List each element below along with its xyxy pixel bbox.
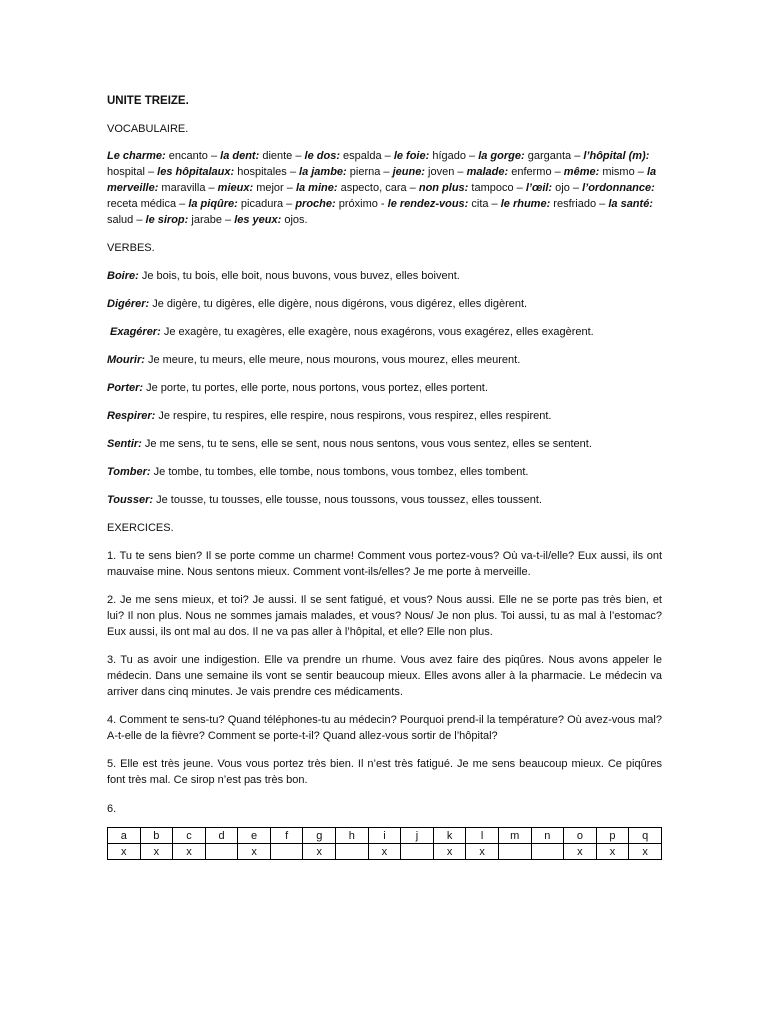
verb-name: Boire:	[107, 270, 139, 282]
mark-cell: x	[433, 844, 466, 860]
vocab-term: la jambe:	[299, 166, 347, 178]
verbs-heading: VERBES.	[107, 242, 155, 254]
vocab-definition: ojos.	[281, 214, 308, 226]
vocab-paragraph	[107, 148, 662, 228]
vocab-definition: mismo –	[599, 166, 647, 178]
verb-name: Porter:	[107, 382, 144, 394]
mark-cell: x	[140, 844, 173, 860]
letter-cell: h	[336, 828, 369, 844]
vocab-term: les hôpitalaux:	[157, 166, 235, 178]
letter-cell: o	[564, 828, 597, 844]
exercises-list	[107, 548, 662, 788]
verb-name: Digérer:	[107, 298, 150, 310]
verb-name: Tousser:	[107, 494, 154, 506]
mark-cell: x	[564, 844, 597, 860]
verb-conjugation	[107, 268, 662, 284]
vocab-term: le rhume:	[500, 198, 551, 210]
vocab-definition: diente –	[259, 150, 305, 162]
vocab-term: le dos:	[304, 150, 340, 162]
vocab-term: même:	[563, 166, 600, 178]
vocab-definition: hígado –	[429, 150, 479, 162]
verb-conjugation	[107, 408, 662, 424]
verb-forms: Je digère, tu digères, elle digère, nous digérons, vous digérez, elles digèrent.	[149, 298, 528, 310]
verb-conjugation	[107, 296, 662, 312]
verb-forms: Je meure, tu meurs, elle meure, nous mourons, vous mourez, elles meurent.	[144, 354, 521, 366]
vocab-definition: espalda –	[339, 150, 394, 162]
vocab-term: malade:	[466, 166, 509, 178]
vocab-term: la gorge:	[478, 150, 525, 162]
page-title: UNITE TREIZE.	[107, 95, 189, 107]
mark-cell: x	[368, 844, 401, 860]
letter-cell: b	[140, 828, 173, 844]
vocab-definition: jarabe –	[188, 214, 235, 226]
mark-cell: x	[596, 844, 629, 860]
vocab-term: non plus:	[418, 182, 469, 194]
vocab-term: Le charme:	[107, 150, 166, 162]
letter-cell: n	[531, 828, 564, 844]
mark-cell	[270, 844, 303, 860]
letter-cell: j	[401, 828, 434, 844]
letter-cell: c	[173, 828, 206, 844]
vocab-definition: encanto –	[165, 150, 221, 162]
verb-forms: Je me sens, tu te sens, elle se sent, nous nous sentons, vous vous sentez, elles se sentent.	[141, 438, 592, 450]
letter-cell: f	[270, 828, 303, 844]
letter-cell: a	[108, 828, 141, 844]
vocab-term: proche:	[295, 198, 336, 210]
vocab-definition: enfermo –	[508, 166, 564, 178]
vocab-term: mieux:	[217, 182, 254, 194]
verb-forms: Je exagère, tu exagères, elle exagère, nous exagérons, vous exagérez, elles exagèrent.	[160, 326, 594, 338]
verb-name: Exagérer:	[110, 326, 161, 338]
mark-cell: x	[466, 844, 499, 860]
mark-cell: x	[173, 844, 206, 860]
vocab-definition: tampoco –	[468, 182, 526, 194]
letter-cell: e	[238, 828, 271, 844]
letter-cell: i	[368, 828, 401, 844]
exercise-2: 2. Je me sens mieux, et toi? Je aussi. Il se sent fatigué, et vous? Nous aussi. Elle ne se porte pas très bien, et lui? Il non plus. Nous ne sommes jamais malades, et vous? Nous/ Je non plus. Toi aussi, tu as mal à l’estomac? Eux aussi, ils ont mal au dos. Il ne va pas aller à l’hôpital, et elle? Elle non plus.	[107, 594, 662, 638]
exercise-6-label: 6.	[107, 803, 117, 815]
vocab-definition: receta médica –	[107, 198, 189, 210]
exercises-heading: EXERCICES.	[107, 522, 174, 534]
exercise-3: 3. Tu as avoir une indigestion. Elle va prendre un rhume. Vous avez faire des piqûres. Nous avons appeler le médecin. Dans une semaine ils vont se sentir beaucoup mieux. Elles avons aller à la pharmacie. Le médecin va arriver dans cinq minutes. Je vais prendre ces médicaments.	[107, 654, 662, 698]
letter-cell: k	[433, 828, 466, 844]
letter-cell: m	[498, 828, 531, 844]
vocab-term: la piqûre:	[188, 198, 238, 210]
vocab-definition: pierna –	[346, 166, 393, 178]
verb-name: Respirer:	[107, 410, 156, 422]
mark-cell: x	[629, 844, 662, 860]
verb-forms: Je tousse, tu tousses, elle tousse, nous toussons, vous toussez, elles toussent.	[153, 494, 542, 506]
verb-conjugation	[107, 324, 662, 340]
vocab-term: l’ordonnance:	[582, 182, 655, 194]
verb-forms: Je porte, tu portes, elle porte, nous portons, vous portez, elles portent.	[143, 382, 488, 394]
verb-conjugation	[107, 492, 662, 508]
vocab-term: l’hôpital (m):	[583, 150, 650, 162]
mark-cell: x	[238, 844, 271, 860]
vocab-term: la dent:	[220, 150, 260, 162]
mark-cell	[336, 844, 369, 860]
vocab-definition: cita –	[468, 198, 501, 210]
verb-conjugation	[107, 352, 662, 368]
letter-cell: p	[596, 828, 629, 844]
vocab-term: jeune:	[392, 166, 425, 178]
vocab-heading: VOCABULAIRE.	[107, 123, 189, 135]
vocab-term: la mine:	[295, 182, 338, 194]
vocab-definition: ojo –	[552, 182, 583, 194]
letters-row	[108, 828, 662, 844]
vocab-definition: aspecto, cara –	[337, 182, 419, 194]
vocab-term: l’œil:	[525, 182, 553, 194]
verb-forms: Je respire, tu respires, elle respire, nous respirons, vous respirez, elles respirent.	[155, 410, 552, 422]
verb-forms: Je bois, tu bois, elle boit, nous buvons, vous buvez, elles boivent.	[138, 270, 460, 282]
document-content	[107, 93, 662, 860]
verb-conjugation	[107, 436, 662, 452]
verb-name: Mourir:	[107, 354, 145, 366]
vocab-definition: resfriado –	[550, 198, 609, 210]
verb-name: Sentir:	[107, 438, 142, 450]
vocab-definition: hospital –	[107, 166, 158, 178]
mark-cell: x	[303, 844, 336, 860]
exercise-1: 1. Tu te sens bien? Il se porte comme un charme! Comment vous portez-vous? Où va-t-il/elle? Eux aussi, ils ont mauvaise mine. Nous sentons mieux. Comment vont-ils/elles? Je me porte à merveille.	[107, 550, 662, 578]
vocab-definition: joven –	[424, 166, 467, 178]
verb-conjugation	[107, 464, 662, 480]
verb-conjugation	[107, 380, 662, 396]
mark-cell: x	[108, 844, 141, 860]
vocab-term: la santé:	[608, 198, 653, 210]
letter-cell: q	[629, 828, 662, 844]
vocab-term: le foie:	[393, 150, 430, 162]
exercise-6-table	[107, 827, 662, 860]
letter-cell: d	[205, 828, 238, 844]
vocab-definition: hospitales –	[234, 166, 300, 178]
letter-cell: l	[466, 828, 499, 844]
vocab-term: la merveille:	[107, 166, 657, 194]
exercise-4: 4. Comment te sens-tu? Quand téléphones-tu au médecin? Pourquoi prend-il la température? Où avez-vous mal? A-t-elle de la fièvre? Comment se porte-t-il? Quand allez-vous sortir de l’hôpital?	[107, 714, 662, 742]
vocab-term: les yeux:	[234, 214, 282, 226]
vocab-term: le sirop:	[145, 214, 189, 226]
mark-cell	[205, 844, 238, 860]
vocab-term: le rendez-vous:	[387, 198, 469, 210]
vocab-definition: salud –	[107, 214, 146, 226]
verb-name: Tomber:	[107, 466, 151, 478]
vocab-definition: maravilla –	[158, 182, 218, 194]
mark-cell	[531, 844, 564, 860]
verbs-list	[107, 268, 662, 508]
vocab-definition: mejor –	[253, 182, 296, 194]
vocab-definition: picadura –	[237, 198, 296, 210]
vocab-definition: garganta –	[524, 150, 584, 162]
exercise-5: 5. Elle est très jeune. Vous vous portez très bien. Il n’est très fatigué. Je me sens beaucoup mieux. Ce piqûres font très mal. Ce sirop n’est pas très bon.	[107, 758, 662, 786]
mark-cell	[498, 844, 531, 860]
letter-cell: g	[303, 828, 336, 844]
marks-row	[108, 844, 662, 860]
vocab-definition: próximo -	[335, 198, 388, 210]
verb-forms: Je tombe, tu tombes, elle tombe, nous tombons, vous tombez, elles tombent.	[150, 466, 529, 478]
mark-cell	[401, 844, 434, 860]
